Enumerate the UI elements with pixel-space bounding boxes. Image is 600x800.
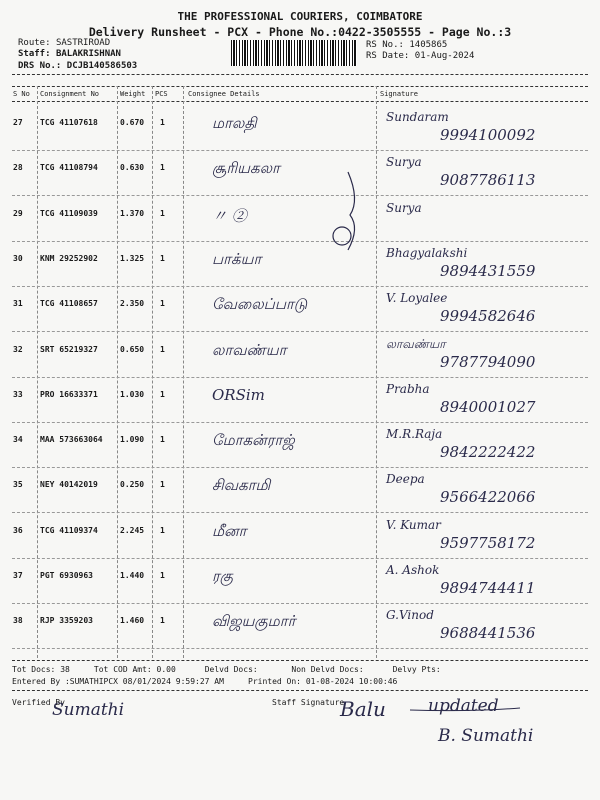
- route-value: SASTRIROAD: [55, 38, 111, 48]
- signature-phone: 9597758172: [440, 534, 536, 552]
- signature-name: A. Ashok: [386, 563, 440, 577]
- serial-number: 33: [13, 390, 23, 399]
- consignment-number: PRO 16633371: [40, 390, 98, 399]
- weight-value: 1.460: [120, 616, 145, 625]
- tot-docs-label: Tot Docs:: [12, 665, 56, 674]
- serial-number: 27: [13, 118, 23, 127]
- signature-name: Bhagyalakshi: [386, 246, 468, 260]
- rs-no-label: RS No.:: [366, 40, 404, 50]
- weight-value: 0.630: [120, 163, 145, 172]
- consignee-name: மாலதி: [212, 114, 257, 132]
- signature-phone: 8940001027: [440, 398, 536, 416]
- rs-date-value: 01-Aug-2024: [414, 51, 475, 61]
- company-name: THE PROFESSIONAL COURIERS, COIMBATORE: [177, 10, 423, 23]
- serial-number: 30: [13, 254, 23, 263]
- route-label: Route:: [18, 38, 51, 48]
- consignee-name: லாவண்யா: [212, 341, 287, 359]
- signature-phone: 9566422066: [440, 488, 536, 506]
- weight-value: 2.245: [120, 526, 145, 535]
- weight-value: 0.650: [120, 345, 145, 354]
- pieces-count: 1: [160, 345, 165, 354]
- signature-phone: 9994100092: [440, 126, 536, 144]
- consignment-number: KNM 29252902: [40, 254, 98, 263]
- tot-cod-value: 0.00: [156, 665, 176, 674]
- pieces-count: 1: [160, 163, 165, 172]
- pieces-count: 1: [160, 526, 165, 535]
- signature-phone: 9894431559: [440, 262, 536, 280]
- consignment-number: MAA 573663064: [40, 435, 103, 444]
- staff-signature-label: Staff Signature: [272, 698, 345, 707]
- serial-number: 35: [13, 480, 23, 489]
- delvd-docs-label: Delvd Docs:: [204, 665, 258, 674]
- serial-number: 34: [13, 435, 23, 444]
- pieces-count: 1: [160, 118, 165, 127]
- consignee-name: ORSim: [212, 386, 265, 404]
- consignment-number: NEY 40142019: [40, 480, 98, 489]
- weight-value: 2.350: [120, 299, 145, 308]
- updated-by-signature: B. Sumathi: [438, 726, 534, 746]
- consignment-number: RJP 3359203: [40, 616, 93, 625]
- tot-cod-label: Tot COD Amt:: [93, 665, 152, 674]
- pieces-count: 1: [160, 480, 165, 489]
- signature-phone: 9787794090: [440, 353, 536, 371]
- staff-value: BALAKRISHNAN: [55, 49, 121, 59]
- signature-phone: 9894744411: [440, 579, 536, 597]
- weight-value: 1.325: [120, 254, 145, 263]
- printed-on-label: Printed On:: [248, 677, 301, 686]
- signature-phone: 9994582646: [440, 307, 536, 325]
- weight-value: 1.440: [120, 571, 145, 580]
- serial-number: 28: [13, 163, 23, 172]
- consignment-number: TCG 41109374: [40, 526, 98, 535]
- signature-name: Surya: [386, 201, 422, 215]
- printed-on-value: 01-08-2024 10:00:46: [305, 677, 398, 686]
- consignee-name: மோகன்ராஜ்: [212, 431, 295, 449]
- consignee-name: சூரியகலா: [212, 159, 280, 177]
- tot-docs-value: 38: [60, 665, 70, 674]
- col-sno: S No: [13, 90, 30, 98]
- staff-signature: Balu: [340, 697, 386, 721]
- serial-number: 36: [13, 526, 23, 535]
- col-consignment: Consignment No: [40, 90, 100, 98]
- signature-phone: 9842222422: [440, 443, 536, 461]
- drs-value: DCJB140586503: [66, 61, 138, 71]
- consignment-number: PGT 6930963: [40, 571, 93, 580]
- weight-value: 1.090: [120, 435, 145, 444]
- rs-no-value: 1405865: [409, 40, 448, 50]
- pieces-count: 1: [160, 616, 165, 625]
- weight-value: 0.250: [120, 480, 145, 489]
- consignment-number: TCG 41108657: [40, 299, 98, 308]
- col-consignee: Consignee Details: [188, 90, 260, 98]
- signature-name: M.R.Raja: [386, 427, 443, 441]
- staff-label: Staff:: [18, 49, 51, 59]
- signature-name: V. Loyalee: [386, 291, 448, 305]
- consignee-name: மீனா: [212, 522, 247, 540]
- consignee-name: 〃 ②: [212, 207, 247, 225]
- signature-stroke: [410, 708, 520, 711]
- signature-name: Surya: [386, 155, 422, 169]
- pieces-count: 1: [160, 209, 165, 218]
- verified-by-label: Verified By: [12, 698, 65, 707]
- signature-name: Deepa: [386, 472, 425, 486]
- entered-by-label: Entered By :: [12, 677, 70, 686]
- signature-phone: 9688441536: [440, 624, 536, 642]
- updated-note: updated: [428, 696, 499, 716]
- non-delvd-docs-label: Non Delvd Docs:: [291, 665, 364, 674]
- consignment-number: TCG 41109039: [40, 209, 98, 218]
- pieces-count: 1: [160, 254, 165, 263]
- consignee-name: சிவகாமி: [212, 476, 271, 494]
- consignee-name: பாக்யா: [212, 250, 262, 268]
- entered-by-value: SUMATHIPCX 08/01/2024 9:59:27 AM: [69, 677, 224, 686]
- serial-number: 38: [13, 616, 23, 625]
- signature-name: V. Kumar: [386, 518, 441, 532]
- drs-label: DRS No.:: [18, 61, 62, 71]
- serial-number: 37: [13, 571, 23, 580]
- consignee-name: வேலைப்பாடு: [212, 295, 308, 313]
- rs-date-label: RS Date:: [366, 51, 410, 61]
- pieces-count: 1: [160, 299, 165, 308]
- col-weight: Weight: [120, 90, 146, 98]
- weight-value: 1.030: [120, 390, 145, 399]
- delvy-pts-label: Delvy Pts:: [392, 665, 441, 674]
- serial-number: 29: [13, 209, 23, 218]
- signature-name: லாவண்யா: [386, 337, 446, 351]
- consignment-number: TCG 41108794: [40, 163, 98, 172]
- col-pcs: PCS: [155, 90, 168, 98]
- col-signature: Signature: [380, 90, 418, 98]
- pieces-count: 1: [160, 390, 165, 399]
- consignment-number: TCG 41107618: [40, 118, 98, 127]
- signature-name: Prabha: [386, 382, 430, 396]
- consignee-name: ரகு: [212, 567, 233, 585]
- signature-name: G.Vinod: [386, 608, 434, 622]
- signature-name: Sundaram: [386, 110, 449, 124]
- consignee-name: விஜயகுமார்: [212, 612, 296, 630]
- circled-mark: [333, 227, 351, 245]
- signature-phone: 9087786113: [440, 171, 536, 189]
- serial-number: 31: [13, 299, 23, 308]
- verified-signature: Sumathi: [52, 700, 125, 720]
- serial-number: 32: [13, 345, 23, 354]
- runsheet-title: Delivery Runsheet - PCX - Phone No.:0422-3505555 - Page No.:3: [88, 25, 512, 39]
- weight-value: 0.670: [120, 118, 145, 127]
- consignment-number: SRT 65219327: [40, 345, 98, 354]
- pieces-count: 1: [160, 435, 165, 444]
- pieces-count: 1: [160, 571, 165, 580]
- weight-value: 1.370: [120, 209, 145, 218]
